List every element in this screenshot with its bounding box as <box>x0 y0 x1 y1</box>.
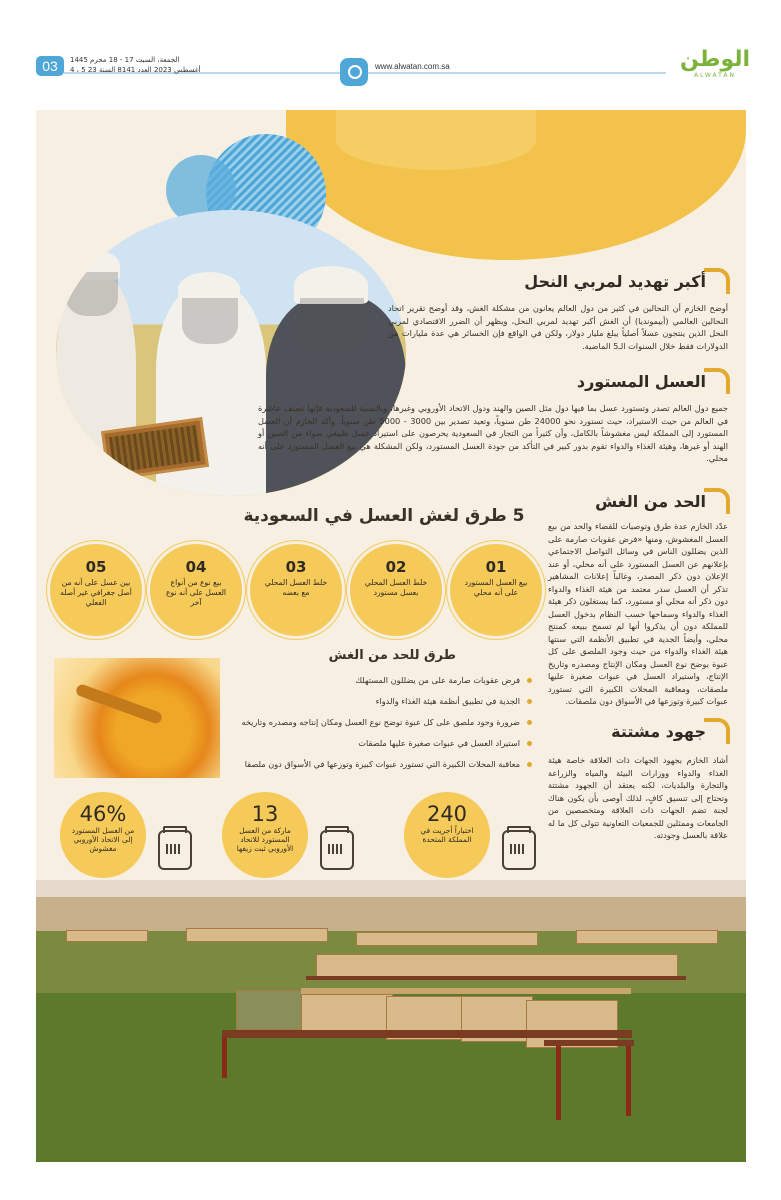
method-circle-2 <box>350 544 442 636</box>
method-circle-1 <box>450 544 542 636</box>
heading-hook-icon <box>704 718 730 744</box>
method-text: بيع العسل المستورد على أنه محلي <box>464 578 528 597</box>
decorative-gold-shape-2 <box>336 110 536 170</box>
heading-threat: أكبر تهديد لمربي النحل <box>524 272 706 291</box>
page-number: 03 <box>36 56 64 76</box>
stat-value: 240 <box>426 802 468 826</box>
method-text: بيع نوع من أنواع العسل على أنه نوع آخر <box>165 578 227 607</box>
list-item: الجدية في تطبيق أنظمة هيئة الغذاء والدواء <box>232 691 534 712</box>
heading-imported: العسل المستورد <box>576 372 706 391</box>
honey-jar-icon <box>502 830 536 870</box>
list-item: فرض عقوبات صارمة على من يضللون المستهلك <box>232 670 534 691</box>
stat-adulterated <box>60 792 146 878</box>
methods-title: 5 طرق لغش العسل في السعودية <box>243 506 525 526</box>
method-number: 02 <box>385 558 407 576</box>
method-circle-4 <box>150 544 242 636</box>
method-text: خلط العسل المحلي مع بعضه <box>264 578 328 597</box>
method-number: 03 <box>285 558 307 576</box>
logo-arabic: الوطن <box>679 47 751 72</box>
q-logo-icon <box>340 58 368 86</box>
method-circle-3 <box>250 544 342 636</box>
method-text: بين عسل على أنه من أصل جغرافي غير أصله الفعلي <box>60 578 132 607</box>
article-panel <box>36 110 746 1162</box>
method-number: 01 <box>485 558 507 576</box>
method-circle-5 <box>50 544 142 636</box>
list-item: استيراد العسل في عبوات صغيرة عليها ملصقات <box>232 733 534 754</box>
stat-label: من العسل المستورد إلى الاتحاد الأوروبي مغشوش <box>71 826 135 853</box>
body-imported: جميع دول العالم تصدر وتستورد عسل بما فيها دول مثل الصين والهند ودول الاتحاد الأوروبي وغيرها، وبالنسبة للسعودية فإنها تصنف عاشرة في العالم من حيث الاستيراد، حيث تستورد نحو 24000 طن سنوياً، وتعيد تصدير بين 3000 - 5000 طن سنوياً. وأكد الخازم أن العسل المستورد إلى المملكة ليس مغشوشاً بالكامل، وأن كثيراً من التجار في السعودية يحرصون على استيراد عسل طبيعي سواء من الصين أو الهند أو غيرها، وهيئة الغذاء والدواء تقوم بدور كبير في التأكد من جودة العسل المستورد، ولكن المشكلة هي بيع العسل المستورد على أنه محلي. <box>258 403 728 463</box>
honey-jar-icon <box>158 830 192 870</box>
newspaper-logo[interactable] <box>679 48 751 79</box>
date-line-hijri: الجمعة، السبت 17 - 18 محرم 1445 <box>70 56 180 64</box>
heading-hook-icon <box>704 368 730 394</box>
heading-hook-icon <box>704 268 730 294</box>
heading-limit: الحد من الغش <box>595 492 706 511</box>
beehives-field-photo <box>36 880 746 1162</box>
heading-joint: جهود مشتتة <box>611 722 706 741</box>
stat-label: ماركة من العسل المستورد للاتحاد الأوروبي ثبت زيفها <box>236 826 294 853</box>
honey-jar-icon <box>320 830 354 870</box>
stat-value: 13 <box>251 802 279 826</box>
date-line-gregorian: 4 ، 5 أغسطس 2023 العدد 8141 السنة 23 <box>70 66 201 74</box>
stat-brands <box>222 792 308 878</box>
body-limit: عدّد الخازم عدة طرق وتوصيات للقضاء والحد من بيع العسل المغشوش، ومنها «فرض عقوبات صارمة على الذين يضللون الناس في وسائل التواصل الاجتماعي بإعلانهم عن العسل المستورد على أنه محلي، أو عند الإعلان دون ذكر المصدر، وغالباً إعلانات المشاهير تذكر أن العسل سدر معتمد من هيئة الغذاء والدواء دون ذكر أنه محلي أو مستورد، كما يستغلون ذكر هيئة الغذاء والدواء وسماحها حسب النظام بدخول العسل للمملكة دون أن يذكروا أنها لم تسمح ببيعه كمنتج محلي، وأيضاً الجدية في تطبيق الأنظمة التي سنتها هيئة الغذاء والدواء من حيث وجود الملصق على كل عبوة يوضح نوع العسل ومكان الإنتاج ومصدره وتاريخ الإنتاج، واستيراد العسل في عبوات صغيرة عليها ملصقات، ومعاقبة المحلات الكبيرة التي تستورد عبوات كبيرة وتوزعها في الأسواق دون ملصقات. <box>548 521 728 706</box>
logo-english: ALWATAN <box>694 72 736 79</box>
heading-hook-icon <box>704 488 730 514</box>
stat-label: اختباراً أجريت في المملكة المتحدة <box>420 826 474 844</box>
method-number: 04 <box>185 558 207 576</box>
stat-value: 46% <box>79 802 127 826</box>
list-item: معاقبة المحلات الكبيرة التي تستورد عبوات كبيرة وتوزعها في الأسواق دون ملصقا <box>232 754 534 775</box>
ways-list <box>232 670 534 775</box>
body-threat: أوضح الخازم أن النحالين في كثير من دول العالم يعانون من مشكلة الغش، وقد أوضح تقرير اتحاد النحالين العالمي (أبيمونديا) أن الغش أكبر تهديد لمربي النحل، ويظهر أن الضرر الاقتصادي لمربي النحل الذين ينتجون عسلاً أصلياً يبلغ مليار دولار، ولكن في الواقع فإن الخسائر هي عدة مليارات من الدولارات فقط خلال السنوات الـ5 الماضية. <box>388 303 728 351</box>
website-url[interactable]: www.alwatan.com.sa <box>375 62 450 71</box>
stat-tests <box>404 792 490 878</box>
method-number: 05 <box>85 558 107 576</box>
list-item: ضرورة وجود ملصق على كل عبوة توضح نوع العسل ومكان إنتاجه ومصدره وتاريخه <box>232 712 534 733</box>
honey-dipper <box>75 683 164 725</box>
ways-title: طرق للحد من الغش <box>328 648 456 663</box>
page-header <box>0 0 781 96</box>
honey-dipper-photo <box>54 658 220 778</box>
method-text: خلط العسل المحلي بعسل مستورد <box>364 578 428 597</box>
body-joint: أشاد الخازم بجهود الجهات ذات العلاقة خاصة هيئة الغذاء والدواء ووزارات البيئة والمياه والزراعة والتجارة والبلديات، لكنه يعتقد أن الجهود مشتتة وتحتاج إلى تنسيق كافٍ، لذلك أوصى بأن يكون هناك لجنة تضم الجهات ذات العلاقة ومتخصصين من الجامعات وممثلين للجمعيات التعاونية تتولى كل ما له علاقة بالعسل وجودته. <box>548 755 728 840</box>
